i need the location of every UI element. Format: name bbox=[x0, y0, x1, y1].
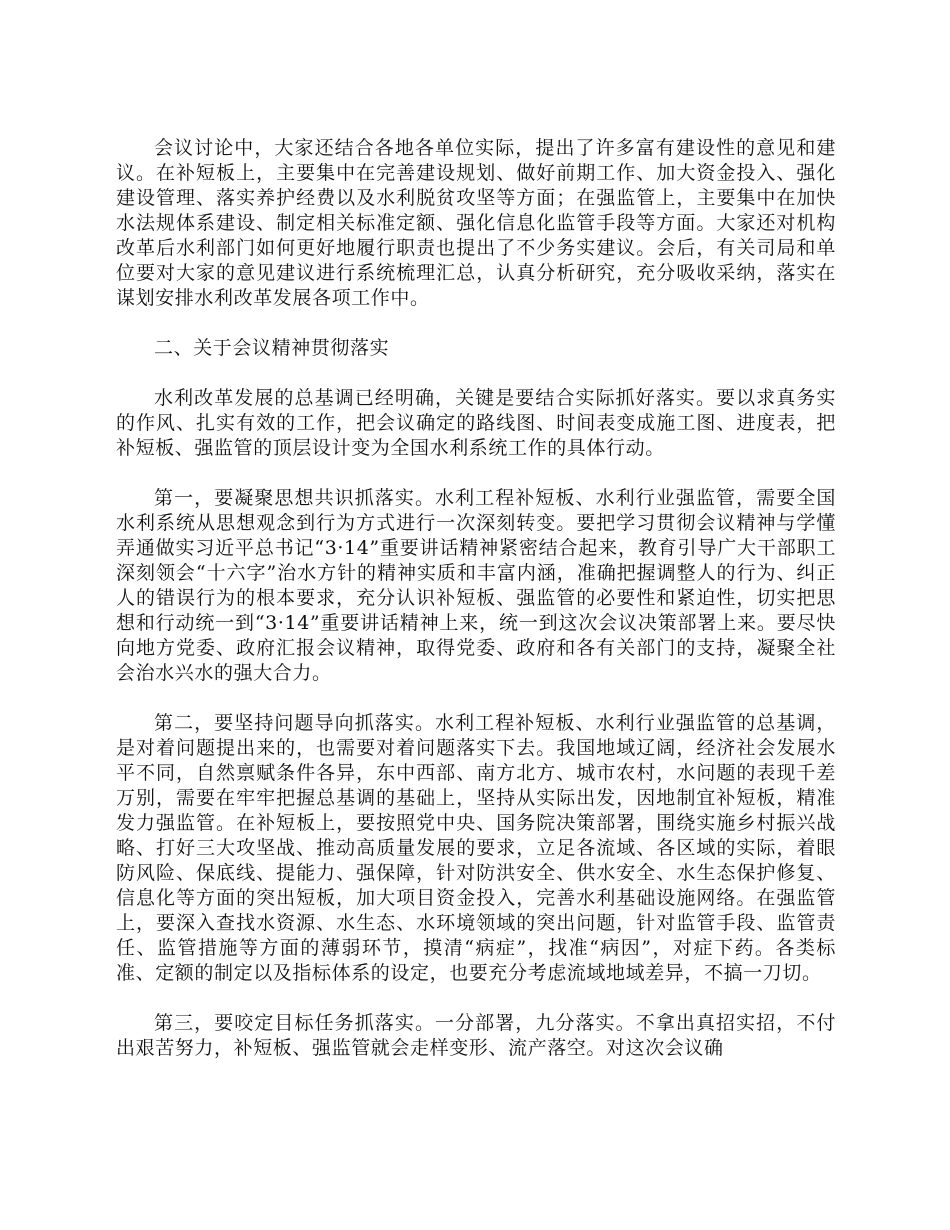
section-heading-implementation: 二、关于会议精神贯彻落实 bbox=[154, 337, 390, 359]
paragraph-first-point: 第一，要凝聚思想共识抓落实。水利工程补短板、水利行业强监管，需要全国水利系统从思想观念到行为方式进行一次深刻转变。要把学习贯彻会议精神与学懂弄通做实习近平总书记“3·14”重要讲话精神紧密结合起来，教育引导广大干部职工深刻领会“十六字”治水方针的精神实质和丰富内涵，准确把握调整人的行为、纠正人的错误行为的根本要求，充分认识补短板、强监管的必要性和紧迫性，切实把思想和行动统一到“3·14”重要讲话精神上来，统一到这次会议决策部署上来。要尽快向地方党委、政府汇报会议精神，取得党委、政府和各有关部门的支持，凝聚全社会治水兴水的强大合力。 bbox=[116, 487, 836, 684]
paragraph-second-point: 第二，要坚持问题导向抓落实。水利工程补短板、水利行业强监管的总基调，是对着问题提出来的，也需要对着问题落实下去。我国地域辽阔，经济社会发展水平不同，自然禀赋条件各异，东中西部、南方北方、城市农村，水问题的表现千差万别，需要在牢牢把握总基调的基础上，坚持从实际出发，因地制宜补短板，精准发力强监管。在补短板上，要按照党中央、国务院决策部署，围绕实施乡村振兴战略、打好三大攻坚战、推动高质量发展的要求，立足各流域、各区域的实际，着眼防风险、保底线、提能力、强保障，针对防洪安全、供水安全、水生态保护修复、信息化等方面的突出短板，加大项目资金投入，完善水利基础设施网络。在强监管上，要深入查找水资源、水生态、水环境领域的突出问题，针对监管手段、监管责任、监管措施等方面的薄弱环节，摸清“病症”，找准“病因”，对症下药。各类标准、定额的制定以及指标体系的设定，也要充分考虑流域地域差异，不搞一刀切。 bbox=[116, 712, 836, 984]
document-body bbox=[116, 136, 836, 1086]
paragraph-third-point: 第三，要咬定目标任务抓落实。一分部署，九分落实。不拿出真招实招，不付出艰苦努力，补短板、强监管就会走样变形、流产落空。对这次会议确 bbox=[116, 1012, 836, 1059]
paragraph-general-tone: 水利改革发展的总基调已经明确，关键是要结合实际抓好落实。要以求真务实的作风、扎实有效的工作，把会议确定的路线图、时间表变成施工图、进度表，把补短板、强监管的顶层设计变为全国水利系统工作的具体行动。 bbox=[116, 387, 836, 459]
paragraph-discussion-summary: 会议讨论中，大家还结合各地各单位实际，提出了许多富有建设性的意见和建议。在补短板上，主要集中在完善建设规划、做好前期工作、加大资金投入、强化建设管理、落实养护经费以及水利脱贫攻坚等方面；在强监管上，主要集中在加快水法规体系建设、制定相关标准定额、强化信息化监管手段等方面。大家还对机构改革后水利部门如何更好地履行职责也提出了不少务实建议。会后，有关司局和单位要对大家的意见建议进行系统梳理汇总，认真分析研究，充分吸收采纳，落实在谋划安排水利改革发展各项工作中。 bbox=[116, 137, 836, 309]
